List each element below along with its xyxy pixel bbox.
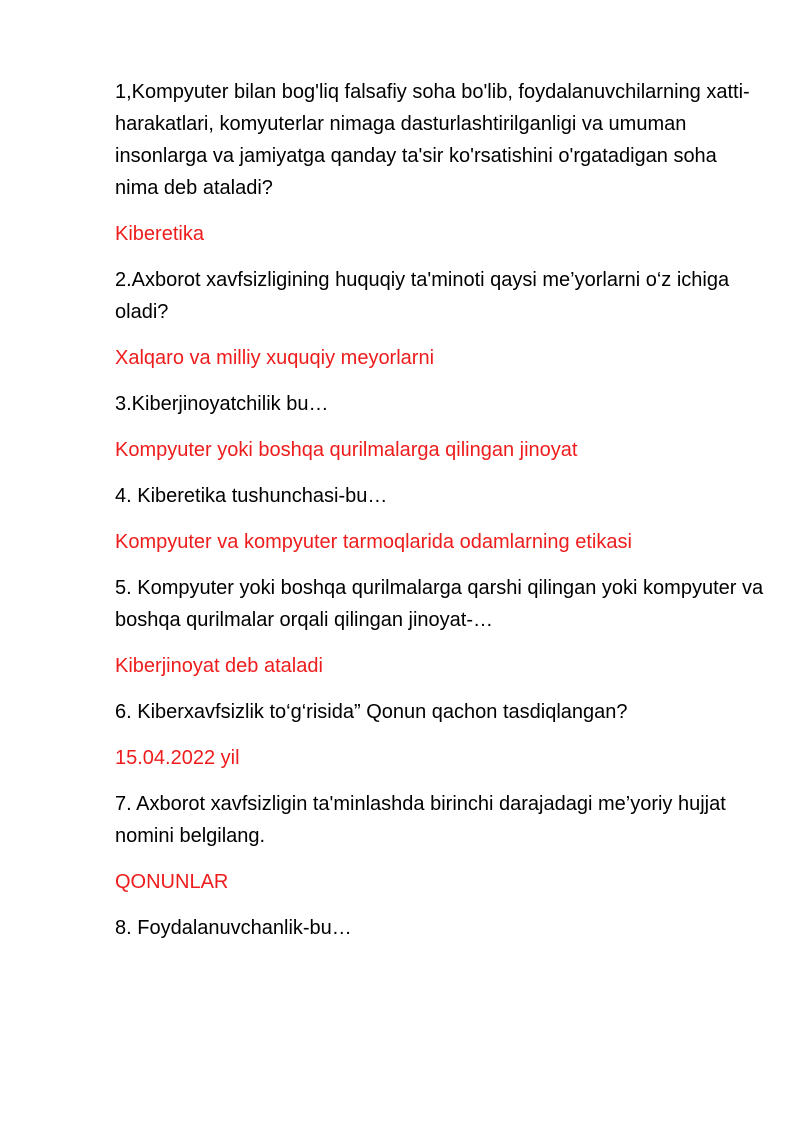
answer-2: Xalqaro va milliy xuquqiy meyorlarni — [115, 347, 435, 369]
document-page — [115, 76, 765, 958]
answer-5: Kiberjinoyat deb ataladi — [115, 655, 323, 677]
question-1: 1,Kompyuter bilan bog'liq falsafiy soha bo'lib, foydalanuvchilarning xatti-harakatlari, komyuterlar nimaga dasturlashtirilganligi va umuman insonlarga va jamiyatga qanday ta'sir ko'rsatishini o'rgatadigan soha nima deb ataladi? — [115, 81, 750, 199]
answer-6: 15.04.2022 yil — [115, 747, 240, 769]
question-8: 8. Foydalanuvchanlik-bu… — [115, 917, 352, 939]
answer-1: Kiberetika — [115, 223, 204, 245]
question-3: 3.Kiberjinoyatchilik bu… — [115, 393, 329, 415]
question-6: 6. Kiberxavfsizlik to‘g‘risida” Qonun qachon tasdiqlangan? — [115, 701, 628, 723]
answer-7: QONUNLAR — [115, 871, 229, 893]
question-7: 7. Axborot xavfsizligin ta'minlashda birinchi darajadagi me’yoriy hujjat nomini belgilang. — [115, 793, 726, 847]
answer-3: Kompyuter yoki boshqa qurilmalarga qilingan jinoyat — [115, 439, 578, 461]
question-5: 5. Kompyuter yoki boshqa qurilmalarga qarshi qilingan yoki kompyuter va boshqa qurilmalar orqali qilingan jinoyat-… — [115, 577, 764, 631]
question-4: 4. Kiberetika tushunchasi-bu… — [115, 485, 388, 507]
question-2: 2.Axborot xavfsizligining huquqiy ta'minoti qaysi me’yorlarni o‘z ichiga oladi? — [115, 269, 730, 323]
answer-4: Kompyuter va kompyuter tarmoqlarida odamlarning etikasi — [115, 531, 632, 553]
